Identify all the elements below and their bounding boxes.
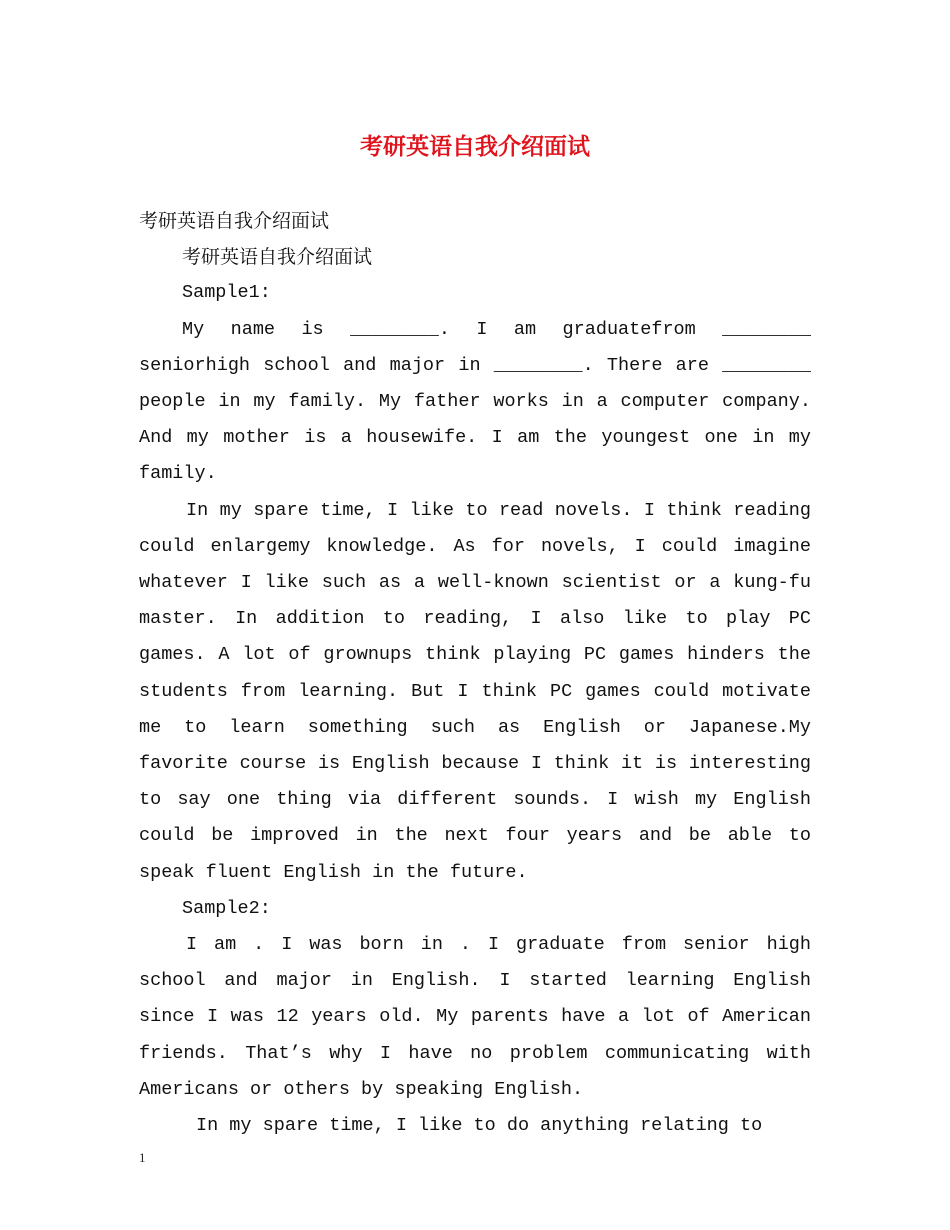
paragraph-sample1-label: Sample1: (182, 282, 271, 304)
paragraph-sample2-intro: I am . I was born in . I graduate from senior high school and major in English. I started learning English since I was 12 years old. My parents have a lot of American friends. That’s why I have no problem communicating with Americans or others by speaking English. (139, 934, 811, 1100)
paragraph-subheading: 考研英语自我介绍面试 (182, 246, 373, 269)
paragraph-sample1-intro: My name is ________. I am graduatefrom ________ seniorhigh school and major in ________. There are ________ people in my family. My father works in a computer company. And my mother is a housewife. I am the youngest one in my family. (139, 318, 811, 485)
paragraph-sample2-hobbies: In my spare time, I like to do anything relating to (196, 1115, 763, 1137)
page-number: 1 (139, 1150, 146, 1165)
paragraph-heading: 考研英语自我介绍面试 (139, 210, 330, 232)
document-body (139, 203, 811, 1144)
paragraph-sample2-label: Sample2: (182, 897, 271, 919)
document-title: 考研英语自我介绍面试 (360, 133, 590, 160)
paragraph-sample1-hobbies: In my spare time, I like to read novels. I think reading could enlargemy knowledge. As for novels, I could imagine whatever I like such as a well-known scientist or a kung-fu master. In addition to reading, I also like to play PC games. A lot of grownups think playing PC games hinders the students from learning. But I think PC games could motivate me to learn something such as English or Japanese.My favorite course is English because I think it is interesting to say one thing via different sounds. I wish my English could be improved in the next four years and be able to speak fluent English in the future. (139, 499, 811, 883)
